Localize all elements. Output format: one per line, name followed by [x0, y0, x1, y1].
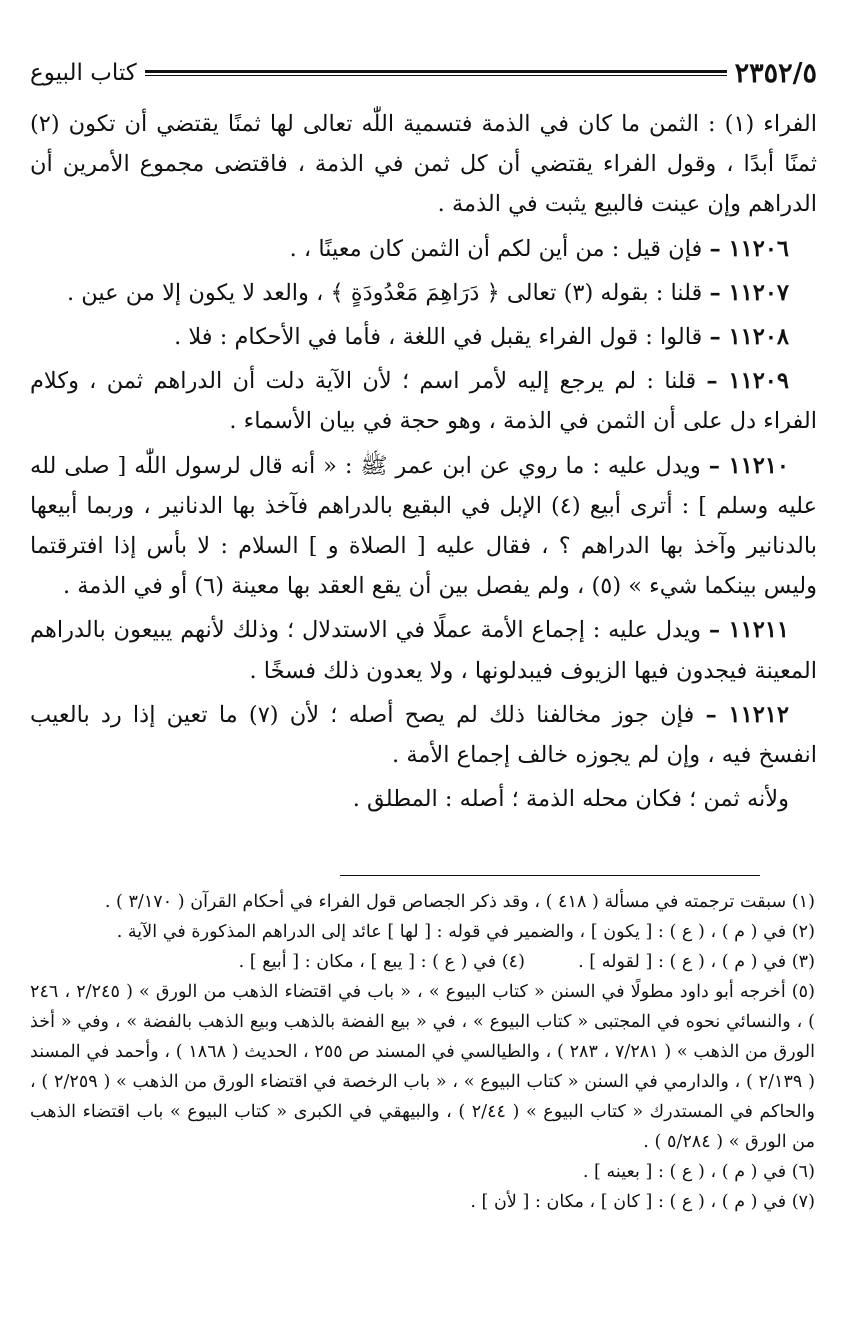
paragraph-text: ويدل عليه : ما روي عن ابن عمر ﷺ : « أنه قال لرسول اللّٰه [ صلى لله عليه وسلم ] : أترى أبيع (٤) الإبل في البقيع بالدراهم فآخذ بها الدنانير ، وربما أبيعها بالدنانير وآخذ بها الدراهم ؟ ، فقال عليه [ الصلاة و ] السلام : لا بأس إذا افترقتما وليس بينكما شيء » (٥) ، ولم يفصل بين أن يقع العقد بها معينة (٦) أو في الذمة .: [30, 452, 817, 600]
running-title: كتاب البيوع: [30, 60, 137, 86]
issue-number: ١١٢١٠ –: [708, 452, 789, 479]
issue-number: ١١٢١١ –: [708, 617, 789, 644]
paragraph: [30, 229, 817, 269]
footnote: (٧) في ( م ) ، ( ع ) : [ كان ] ، مكان : [ لأن ] .: [470, 1192, 815, 1212]
paragraph-text: ولأنه ثمن ؛ فكان محله الذمة ؛ أصله : المطلق .: [352, 786, 789, 813]
paragraph-text: قلنا : لم يرجع إليه لأمر اسم ؛ لأن الآية دلت أن الدراهم ثمن ، وكلام الفراء دل على أن الثمن في الذمة ، وهو حجة في بيان الأسماء .: [30, 368, 817, 435]
paragraph: [30, 273, 817, 313]
footnote: (١) سبقت ترجمته في مسألة ( ٤١٨ ) ، وقد ذكر الجصاص قول الفراء في أحكام القرآن ( ٣/١٧٠ ) .: [104, 892, 815, 912]
issue-number: ١١٢٠٦ –: [709, 235, 789, 262]
paragraph: [30, 610, 817, 690]
footnote: (٤) في ( ع ) : [ يبع ] ، مكان : [ أبيع ] .: [238, 952, 525, 972]
paragraph: [30, 317, 817, 357]
paragraph-text: قالوا : قول الفراء يقبل في اللغة ، فأما في الأحكام : فلا .: [174, 324, 703, 351]
paragraph: [30, 446, 817, 607]
paragraph-text: الفراء (١) : الثمن ما كان في الذمة فتسمية اللّٰه تعالى لها ثمنًا يقتضي أن تكون (٢) ثمنًا أبدًا ، وقول الفراء يقتضي أن كل ثمن في الذمة ، فاقتضى مجموع الأمرين أن الدراهم وإن عينت فالبيع يثبت في الذمة .: [30, 111, 817, 218]
paragraph-text: ويدل عليه : إجماع الأمة عملًا في الاستدلال ؛ وذلك لأنهم يبيعون بالدراهم المعينة فيجدون فيها الزيوف فيبدلونها ، ولا يعدون ذلك فسخًا .: [30, 617, 817, 684]
footnote: (٣) في ( م ) ، ( ع ) : [ لقوله ] .: [578, 952, 815, 972]
issue-number: ١١٢٠٧ –: [709, 279, 789, 306]
paragraph-text: قلنا : بقوله (٣) تعالى ﴿ دَرَاهِمَ مَعْدُودَةٍ ﴾ ، والعد لا يكون إلا من عين .: [66, 279, 703, 306]
paragraph-text: فإن جوز مخالفنا ذلك لم يصح أصله ؛ لأن (٧) ما تعين إذا رد بالعيب انفسخ فيه ، وإن لم يجوزه خالف إجماع الأمة .: [30, 701, 817, 769]
paragraph: [30, 104, 817, 225]
page-header: [30, 56, 817, 90]
main-text: [30, 104, 817, 823]
issue-number: ١١٢٠٨ –: [709, 324, 789, 351]
page-number: ٢٣٥٢/٥: [734, 57, 817, 89]
footnote-separator: [340, 875, 760, 876]
footnote-row: [30, 947, 815, 977]
paragraph-text: فإن قيل : من أين لكم أن الثمن كان معينًا ، .: [289, 235, 703, 262]
header-rule: [145, 70, 727, 76]
footnote: (٢) في ( م ) ، ( ع ) : [ يكون ] ، والضمير في قوله : [ لها ] عائد إلى الدراهم المذكورة في الآية .: [116, 922, 815, 942]
footnote: (٥) أخرجه أبو داود مطولًا في السنن « كتاب البيوع » ، « باب في اقتضاء الذهب من الورق » ( ٢/٢٤٥ ، ٢٤٦ ) ، والنسائي نحوه في المجتبى « كتاب البيوع » ، في « بيع الفضة بالذهب وبيع الذهب بالفضة » ، وفي « أخذ الورق من الذهب » ( ٧/٢٨١ ، ٢٨٣ ) ، والطيالسي في المسند ص ٢٥٥ ، الحديث ( ١٨٦٨ ) ، وأحمد في المسند ( ٢/١٣٩ ) ، والدارمي في السنن « كتاب البيوع » ، « باب الرخصة في اقتضاء الورق من الذهب » ( ٢/٢٥٩ ) ، والحاكم في المستدرك « كتاب البيوع » ( ٢/٤٤ ) ، والبيهقي في الكبرى « كتاب البيوع » باب اقتضاء الذهب من الورق » ( ٥/٢٨٤ ) .: [30, 982, 816, 1152]
paragraph: [30, 361, 817, 441]
paragraph: [30, 779, 817, 819]
footnotes: [30, 887, 815, 1217]
footnote: (٦) في ( م ) ، ( ع ) : [ بعينه ] .: [582, 1162, 815, 1182]
paragraph: [30, 695, 817, 775]
issue-number: ١١٢١٢ –: [705, 701, 789, 728]
issue-number: ١١٢٠٩ –: [706, 368, 789, 395]
